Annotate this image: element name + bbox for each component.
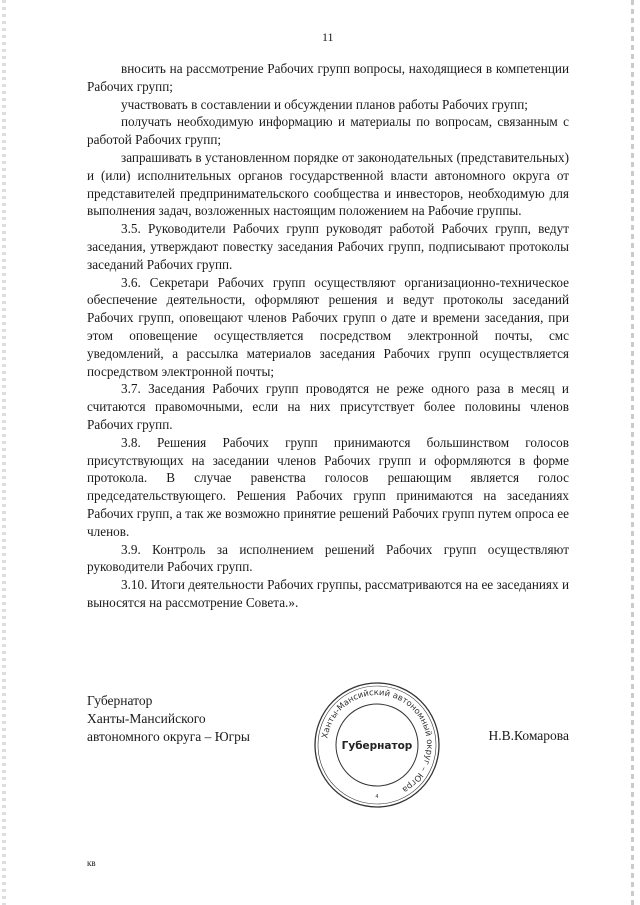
paragraph: вносить на рассмотрение Рабочих групп вопросы, находящиеся в компетенции Рабочих групп;: [87, 61, 569, 94]
signer-title-line3: автономного округа – Югры: [87, 729, 250, 744]
paragraph: 3.6. Секретари Рабочих групп осуществляют организационно-техническое обеспечение деятельности, оформляют решения и ведут протоколы заседаний Рабочих групп, оповещают членов Рабочих групп о дате и времени заседания, при этом оповещение осуществляется посредством электронной почты, смс уведомлений, а рассылка материалов заседания Рабочих групп осуществляется посредством электронной почты;: [87, 274, 569, 379]
scan-edge-right: [631, 0, 634, 905]
document-body: [87, 60, 569, 612]
footer-mark: кв: [87, 858, 96, 868]
signer-title-line2: Ханты-Мансийского: [87, 711, 206, 726]
signer-title-line1: Губернатор: [87, 693, 153, 708]
page-number: 11: [322, 30, 334, 44]
paragraph: получать необходимую информацию и материалы по вопросам, связанным с работой Рабочих групп;: [87, 114, 569, 148]
official-seal: [312, 680, 442, 810]
paragraph: 3.10. Итоги деятельности Рабочих группы, рассматриваются на ее заседаниях и выносятся на рассмотрение Совета.».: [87, 577, 569, 610]
paragraph: 3.5. Руководители Рабочих групп руководят работой Рабочих групп, ведут заседания, утверждают повестку заседания Рабочих групп, подписывают протоколы заседаний Рабочих групп.: [87, 221, 569, 272]
paragraph: запрашивать в установленном порядке от законодательных (представительных) и (или) исполнительных органов государственной власти автономного округа от представителей предпринимательского сообщества и инвесторов, необходимую для выполнения задач, возложенных настоящим положением на Рабочие группы.: [87, 149, 569, 219]
signature-block: [87, 692, 250, 746]
paragraph: 3.9. Контроль за исполнением решений Рабочих групп осуществляют руководители Рабочих групп.: [87, 541, 569, 575]
signer-name: Н.В.Комарова: [488, 728, 569, 743]
paragraph: 3.8. Решения Рабочих групп принимаются большинством голосов присутствующих на заседании членов Рабочих групп и оформляются в форме протокола. В случае равенства голосов решающим является голос председательствующего. Решения Рабочих групп принимаются на заседаниях Рабочих групп, а так же возможно принятие решений Рабочих групп путем опроса ее членов.: [87, 434, 569, 539]
scan-edge-left: [2, 0, 6, 905]
seal-number: 4: [375, 794, 379, 800]
paragraph: участвовать в составлении и обсуждении планов работы Рабочих групп;: [121, 96, 528, 112]
seal-center-text: Губернатор: [341, 740, 413, 752]
paragraph: 3.7. Заседания Рабочих групп проводятся не реже одного раза в месяц и считаются правомочными, если на них присутствует более половины членов Рабочих групп.: [87, 381, 569, 432]
seal-ring-text: Ханты-Мансийский автономный округ – Югра: [319, 686, 436, 796]
